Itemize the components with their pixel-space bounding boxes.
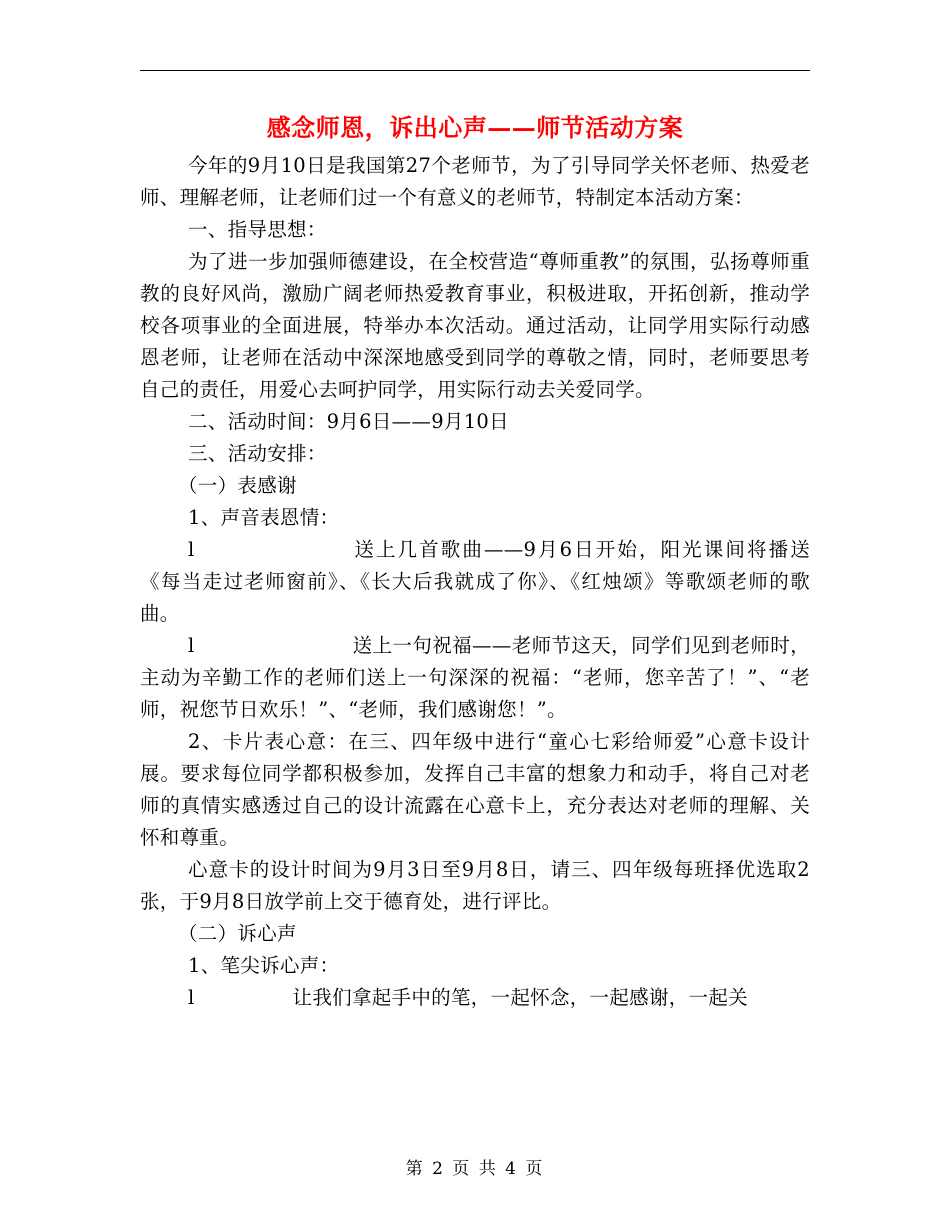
subsection-heading-voices: （二）诉心声 [178,922,297,945]
card-schedule-paragraph: 心意卡的设计时间为9月3日至9月8日，请三、四年级每班择优选取2张，于9月8日放学前上交于德育处，进行评比。 [140,858,810,913]
bullet-text: 送上几首歌曲——9月6日开始，阳光课间将播送《每当走过老师窗前》、《长大后我就成了你》、《红烛颂》等歌颂老师的歌曲。 [140,538,810,625]
bullet-marker: l [188,538,195,561]
section-heading-activity-time: 二、活动时间：9月6日——9月10日 [188,410,509,433]
document-body [140,150,810,1014]
bullet-item-pen [140,982,810,1014]
document-title: 感念师恩，诉出心声——师节活动方案 [266,113,684,142]
guiding-thought-paragraph: 为了进一步加强师德建设，在全校营造“尊师重教”的氛围，弘扬尊师重教的良好风尚，激励广阔老师热爱教育事业，积极进取，开拓创新，推动学校各项事业的全面进展，特举办本次活动。通过活动，让同学用实际行动感恩老师，让老师在活动中深深地感受到同学的尊敬之情，同时，老师要思考自己的责任，用爱心去呵护同学，用实际行动去关爱同学。 [140,250,810,401]
header-rule [140,70,810,71]
bullet-item-songs [140,534,810,630]
intro-paragraph: 今年的9月10日是我国第27个老师节，为了引导同学关怀老师、热爱老师、理解老师，让老师们过一个有意义的老师节，特制定本活动方案： [140,154,810,209]
subsection-heading-thanks: （一）表感谢 [178,474,297,497]
section-heading-activity-arrangement: 三、活动安排： [188,442,327,465]
bullet-item-blessing [140,630,810,726]
item-heading-voice: 1、声音表恩情： [188,506,340,529]
bullet-marker: l [188,634,195,657]
item-heading-cards: 2、卡片表心意：在三、四年级中进行“童心七彩给师爱”心意卡设计展。要求每位同学都积极参加，发挥自己丰富的想象力和动手，将自己对老师的真情实感透过自己的设计流露在心意卡上，充分表达对老师的理解、关怀和尊重。 [140,730,810,849]
section-heading-guiding-thought: 一、指导思想： [188,218,327,241]
bullet-text: 送上一句祝福——老师节这天，同学们见到老师时，主动为辛勤工作的老师们送上一句深深的祝福：“老师，您辛苦了！”、“老师，祝您节日欢乐！”、“老师，我们感谢您！”。 [140,634,810,721]
bullet-marker: l [188,986,195,1009]
bullet-text: 让我们拿起手中的笔，一起怀念，一起感谢，一起关 [292,986,748,1009]
page-footer: 第 2 页 共 4 页 [405,1159,545,1179]
item-heading-pen: 1、笔尖诉心声： [188,954,340,977]
